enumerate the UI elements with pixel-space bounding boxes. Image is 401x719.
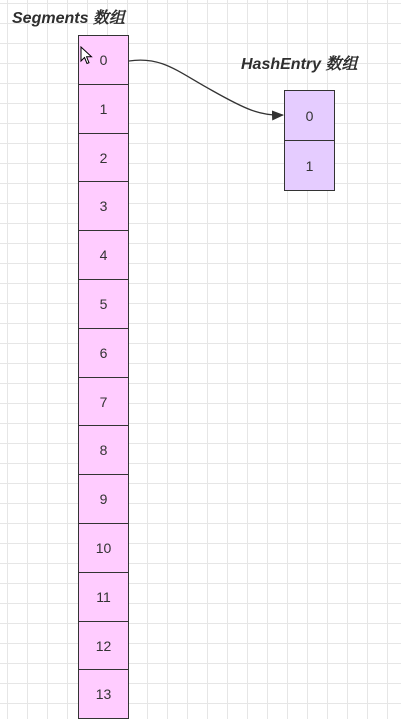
segment-cell-8: 8 [78, 425, 129, 475]
segment-cell-13: 13 [78, 669, 129, 719]
segment-cell-1: 1 [78, 84, 129, 134]
segments-array-title: Segments 数组 [12, 10, 125, 27]
hashentry-cell-1: 1 [284, 140, 335, 191]
segment-cell-4: 4 [78, 230, 129, 280]
mouse-cursor-icon [80, 46, 93, 66]
segment-cell-6: 6 [78, 328, 129, 378]
segment-cell-5: 5 [78, 279, 129, 329]
hashentry-array-title: HashEntry 数组 [241, 56, 358, 73]
segment-cell-11: 11 [78, 572, 129, 622]
segment-cell-12: 12 [78, 621, 129, 671]
connector-line [129, 60, 283, 115]
segment-cell-9: 9 [78, 474, 129, 524]
segment-cell-0: 0 [78, 35, 129, 85]
segment-cell-2: 2 [78, 133, 129, 183]
segment-cell-7: 7 [78, 377, 129, 427]
hashentry-cell-0: 0 [284, 90, 335, 141]
segment-cell-10: 10 [78, 523, 129, 573]
segment-cell-3: 3 [78, 181, 129, 231]
